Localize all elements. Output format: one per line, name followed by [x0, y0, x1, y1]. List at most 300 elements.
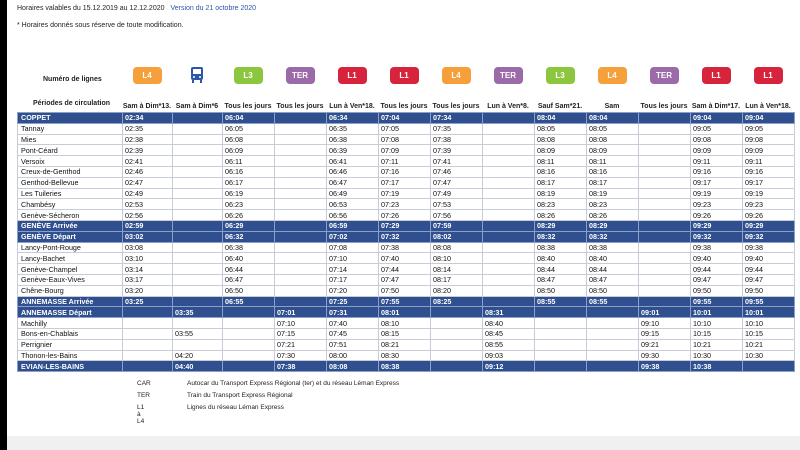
time-cell: [223, 328, 275, 339]
time-cell: 03:20: [123, 285, 173, 296]
time-cell: 09:09: [743, 145, 795, 156]
time-cell: 07:10: [327, 253, 379, 264]
table-row: [18, 242, 795, 253]
time-cell: 03:08: [123, 242, 173, 253]
time-cell: [483, 123, 535, 134]
time-cell: 09:47: [743, 274, 795, 285]
station-name: Creux-de-Genthod: [18, 166, 123, 177]
time-cell: [639, 199, 691, 210]
time-cell: 08:45: [483, 328, 535, 339]
time-cell: 06:04: [223, 113, 275, 124]
station-name: EVIAN-LES-BAINS: [18, 361, 123, 372]
time-cell: 07:20: [327, 285, 379, 296]
time-cell: 07:56: [431, 210, 483, 221]
time-cell: [639, 123, 691, 134]
time-cell: 08:40: [535, 253, 587, 264]
period-cell: Sam à Dim*13.: [122, 103, 172, 110]
time-cell: [173, 231, 223, 242]
table-row: [18, 361, 795, 372]
table-row: [18, 188, 795, 199]
line-badge-l1: L1: [338, 67, 367, 84]
time-cell: 08:11: [535, 156, 587, 167]
time-cell: [173, 188, 223, 199]
time-cell: 07:38: [379, 242, 431, 253]
time-cell: 09:05: [691, 123, 743, 134]
station-name: Les Tuileries: [18, 188, 123, 199]
time-cell: 08:19: [535, 188, 587, 199]
time-cell: [431, 318, 483, 329]
time-cell: 09:16: [691, 166, 743, 177]
station-name: Genève-Eaux-Vives: [18, 274, 123, 285]
periods-label: Périodes de circulation: [33, 100, 111, 107]
table-row: [18, 220, 795, 231]
time-cell: [483, 156, 535, 167]
time-cell: 09:38: [691, 242, 743, 253]
time-cell: 08:20: [431, 285, 483, 296]
time-cell: 09:32: [691, 231, 743, 242]
time-cell: 10:10: [743, 318, 795, 329]
time-cell: [275, 156, 327, 167]
station-name: GENÈVE Départ: [18, 231, 123, 242]
time-cell: [535, 307, 587, 318]
time-cell: 03:17: [123, 274, 173, 285]
time-cell: 06:38: [327, 134, 379, 145]
time-cell: 07:32: [379, 231, 431, 242]
time-cell: [275, 296, 327, 307]
time-cell: 08:44: [535, 264, 587, 275]
time-cell: [483, 188, 535, 199]
line-badge-l4: L4: [442, 67, 471, 84]
time-cell: 08:08: [431, 242, 483, 253]
period-cell: Sauf Sam*21.: [537, 103, 583, 110]
time-cell: 07:29: [379, 220, 431, 231]
time-cell: 09:23: [691, 199, 743, 210]
time-cell: 08:08: [535, 134, 587, 145]
time-cell: 03:02: [123, 231, 173, 242]
time-cell: 09:40: [691, 253, 743, 264]
time-cell: [223, 307, 275, 318]
time-cell: 06:35: [327, 123, 379, 134]
station-name: Lancy-Bachet: [18, 253, 123, 264]
station-name: COPPET: [18, 113, 123, 124]
time-cell: [275, 253, 327, 264]
time-cell: [173, 134, 223, 145]
station-name: Thonon-les-Bains: [18, 350, 123, 361]
time-cell: [173, 339, 223, 350]
time-cell: 08:14: [431, 264, 483, 275]
time-cell: 07:59: [431, 220, 483, 231]
time-cell: [639, 253, 691, 264]
time-cell: 08:26: [535, 210, 587, 221]
time-cell: 06:49: [327, 188, 379, 199]
time-cell: [275, 199, 327, 210]
time-cell: [639, 242, 691, 253]
time-cell: 09:08: [743, 134, 795, 145]
time-cell: [483, 296, 535, 307]
time-cell: 03:10: [123, 253, 173, 264]
line-badge-l1: L1: [702, 67, 731, 84]
time-cell: 08:55: [483, 339, 535, 350]
time-cell: [431, 339, 483, 350]
time-cell: [123, 361, 173, 372]
time-cell: [431, 328, 483, 339]
time-cell: 03:14: [123, 264, 173, 275]
time-cell: 09:38: [743, 242, 795, 253]
table-row: [18, 210, 795, 221]
time-cell: 09:16: [743, 166, 795, 177]
time-cell: 07:49: [431, 188, 483, 199]
time-cell: 07:51: [327, 339, 379, 350]
time-cell: [275, 242, 327, 253]
time-cell: 09:55: [691, 296, 743, 307]
time-cell: [535, 328, 587, 339]
time-cell: 02:53: [123, 199, 173, 210]
time-cell: 09:44: [691, 264, 743, 275]
time-cell: 09:05: [743, 123, 795, 134]
time-cell: [275, 231, 327, 242]
time-cell: 10:15: [691, 328, 743, 339]
time-cell: [275, 210, 327, 221]
time-cell: [173, 123, 223, 134]
time-cell: [639, 156, 691, 167]
station-name: Genève-Champel: [18, 264, 123, 275]
table-row: [18, 328, 795, 339]
time-cell: 08:25: [431, 296, 483, 307]
time-cell: [639, 210, 691, 221]
time-cell: [431, 307, 483, 318]
period-cell: Lun à Ven*18.: [329, 103, 375, 110]
time-cell: [173, 166, 223, 177]
time-cell: 06:29: [223, 220, 275, 231]
time-cell: [587, 339, 639, 350]
time-cell: 08:04: [587, 113, 639, 124]
table-row: [18, 199, 795, 210]
time-cell: [275, 145, 327, 156]
time-cell: [639, 177, 691, 188]
station-name: Pont-Céard: [18, 145, 123, 156]
time-cell: 07:08: [327, 242, 379, 253]
time-cell: [639, 134, 691, 145]
time-cell: 09:21: [639, 339, 691, 350]
time-cell: [173, 285, 223, 296]
time-cell: 08:26: [587, 210, 639, 221]
line-badge-l1: L1: [390, 67, 419, 84]
time-cell: [275, 220, 327, 231]
station-name: Chambésy: [18, 199, 123, 210]
line-badge-l4: L4: [598, 67, 627, 84]
time-cell: [123, 328, 173, 339]
station-name: GENÈVE Arrivée: [18, 220, 123, 231]
timetable: [17, 112, 795, 372]
time-cell: [483, 220, 535, 231]
time-cell: 07:46: [431, 166, 483, 177]
legend-key: TER: [137, 392, 150, 399]
period-cell: Tous les jours: [432, 103, 480, 110]
time-cell: 08:55: [535, 296, 587, 307]
table-row: [18, 285, 795, 296]
time-cell: 07:25: [327, 296, 379, 307]
time-cell: 07:05: [379, 123, 431, 134]
time-cell: [483, 113, 535, 124]
time-cell: [275, 123, 327, 134]
time-cell: 03:55: [173, 328, 223, 339]
period-cell: Sam à Dim*17.: [691, 103, 741, 110]
time-cell: 06:47: [223, 274, 275, 285]
legend-text: Train du Transport Express Régional: [187, 392, 293, 399]
line-badge-ter: TER: [494, 67, 523, 84]
time-cell: [483, 253, 535, 264]
table-row: [18, 253, 795, 264]
time-cell: 06:39: [327, 145, 379, 156]
station-name: Mies: [18, 134, 123, 145]
station-name: Bons-en-Chablais: [18, 328, 123, 339]
line-badge-l3: L3: [234, 67, 263, 84]
time-cell: [639, 231, 691, 242]
time-cell: 02:47: [123, 177, 173, 188]
time-cell: 08:38: [535, 242, 587, 253]
time-cell: 10:38: [691, 361, 743, 372]
time-cell: 08:40: [587, 253, 639, 264]
time-cell: 10:15: [743, 328, 795, 339]
time-cell: 07:40: [327, 318, 379, 329]
time-cell: 10:30: [743, 350, 795, 361]
disclaimer: * Horaires donnés sous réserve de toute modification.: [17, 22, 184, 29]
time-cell: 09:23: [743, 199, 795, 210]
time-cell: 07:44: [379, 264, 431, 275]
station-name: Perrignier: [18, 339, 123, 350]
time-cell: 06:44: [223, 264, 275, 275]
time-cell: [275, 177, 327, 188]
table-row: [18, 318, 795, 329]
time-cell: [483, 231, 535, 242]
time-cell: 08:00: [327, 350, 379, 361]
time-cell: 09:17: [743, 177, 795, 188]
time-cell: 09:26: [743, 210, 795, 221]
time-cell: 10:30: [691, 350, 743, 361]
time-cell: 06:53: [327, 199, 379, 210]
time-cell: 02:39: [123, 145, 173, 156]
time-cell: 02:59: [123, 220, 173, 231]
time-cell: 09:10: [639, 318, 691, 329]
time-cell: 07:15: [275, 328, 327, 339]
time-cell: 03:35: [173, 307, 223, 318]
time-cell: 02:46: [123, 166, 173, 177]
station-name: Genève-Sécheron: [18, 210, 123, 221]
time-cell: [639, 264, 691, 275]
time-cell: 02:34: [123, 113, 173, 124]
time-cell: [275, 264, 327, 275]
time-cell: 06:05: [223, 123, 275, 134]
time-cell: 08:11: [587, 156, 639, 167]
time-cell: [535, 339, 587, 350]
time-cell: 02:56: [123, 210, 173, 221]
period-cell: Tous les jours: [640, 103, 688, 110]
time-cell: 09:15: [639, 328, 691, 339]
time-cell: 06:26: [223, 210, 275, 221]
table-row: [18, 350, 795, 361]
time-cell: 09:44: [743, 264, 795, 275]
time-cell: 08:32: [535, 231, 587, 242]
time-cell: 07:10: [275, 318, 327, 329]
time-cell: 09:11: [743, 156, 795, 167]
time-cell: 06:38: [223, 242, 275, 253]
time-cell: 08:10: [379, 318, 431, 329]
time-cell: [173, 199, 223, 210]
time-cell: [587, 328, 639, 339]
period-header-row: [7, 90, 800, 112]
station-name: ANNEMASSE Arrivée: [18, 296, 123, 307]
time-cell: 08:47: [535, 274, 587, 285]
time-cell: 07:21: [275, 339, 327, 350]
time-cell: 07:41: [431, 156, 483, 167]
time-cell: [173, 113, 223, 124]
time-cell: 08:05: [587, 123, 639, 134]
time-cell: 02:41: [123, 156, 173, 167]
time-cell: 08:08: [327, 361, 379, 372]
time-cell: 07:23: [379, 199, 431, 210]
time-cell: [587, 307, 639, 318]
time-cell: 07:16: [379, 166, 431, 177]
time-cell: [173, 156, 223, 167]
time-cell: 06:17: [223, 177, 275, 188]
period-cell: Lun à Ven*18.: [745, 103, 791, 110]
time-cell: 06:59: [327, 220, 379, 231]
time-cell: 09:09: [691, 145, 743, 156]
time-cell: [173, 274, 223, 285]
time-cell: 10:10: [691, 318, 743, 329]
time-cell: 10:21: [743, 339, 795, 350]
time-cell: [483, 199, 535, 210]
time-cell: 08:02: [431, 231, 483, 242]
line-numbers-label: Numéro de lignes: [43, 76, 102, 83]
time-cell: 07:30: [275, 350, 327, 361]
time-cell: 08:23: [535, 199, 587, 210]
time-cell: 07:04: [379, 113, 431, 124]
time-cell: 07:11: [379, 156, 431, 167]
table-row: [18, 134, 795, 145]
time-cell: [275, 113, 327, 124]
time-cell: 07:47: [431, 177, 483, 188]
time-cell: 06:50: [223, 285, 275, 296]
time-cell: 07:38: [275, 361, 327, 372]
time-cell: 08:32: [587, 231, 639, 242]
time-cell: 07:53: [431, 199, 483, 210]
validity-header: [17, 5, 256, 12]
time-cell: 09:32: [743, 231, 795, 242]
time-cell: 08:44: [587, 264, 639, 275]
table-row: [18, 113, 795, 124]
time-cell: [123, 318, 173, 329]
time-cell: 08:09: [535, 145, 587, 156]
time-cell: 09:19: [743, 188, 795, 199]
time-cell: 08:29: [535, 220, 587, 231]
time-cell: 07:09: [379, 145, 431, 156]
time-cell: 08:50: [587, 285, 639, 296]
time-cell: [535, 361, 587, 372]
table-row: [18, 156, 795, 167]
time-cell: 08:10: [431, 253, 483, 264]
time-cell: 09:08: [691, 134, 743, 145]
table-row: [18, 123, 795, 134]
time-cell: 08:17: [535, 177, 587, 188]
period-cell: Tous les jours: [224, 103, 272, 110]
time-cell: 09:30: [639, 350, 691, 361]
time-cell: 09:19: [691, 188, 743, 199]
period-cell: Lun à Ven*8.: [487, 103, 529, 110]
time-cell: 08:17: [431, 274, 483, 285]
table-row: [18, 231, 795, 242]
time-cell: 10:01: [743, 307, 795, 318]
time-cell: 09:47: [691, 274, 743, 285]
time-cell: [173, 242, 223, 253]
line-badge-l3: L3: [546, 67, 575, 84]
time-cell: [639, 145, 691, 156]
station-name: ANNEMASSE Départ: [18, 307, 123, 318]
station-name: Machilly: [18, 318, 123, 329]
time-cell: [483, 285, 535, 296]
time-cell: 08:09: [587, 145, 639, 156]
time-cell: 06:41: [327, 156, 379, 167]
time-cell: 07:01: [275, 307, 327, 318]
table-row: [18, 264, 795, 275]
line-badge-l1: L1: [754, 67, 783, 84]
validity-text: Horaires valables du 15.12.2019 au 12.12.2020: [17, 5, 165, 12]
time-cell: 09:40: [743, 253, 795, 264]
time-cell: [483, 274, 535, 285]
table-row: [18, 296, 795, 307]
table-row: [18, 339, 795, 350]
line-badge-l4: L4: [133, 67, 162, 84]
period-cell: Sam: [604, 103, 620, 110]
station-name: Lancy-Pont-Rouge: [18, 242, 123, 253]
time-cell: 07:39: [431, 145, 483, 156]
footer-strip: [7, 436, 800, 450]
time-cell: 07:40: [379, 253, 431, 264]
time-cell: [431, 350, 483, 361]
time-cell: [639, 113, 691, 124]
table-row: [18, 274, 795, 285]
time-cell: 08:05: [535, 123, 587, 134]
time-cell: 08:50: [535, 285, 587, 296]
station-name: Genthod-Bellevue: [18, 177, 123, 188]
time-cell: 08:40: [483, 318, 535, 329]
time-cell: 08:16: [535, 166, 587, 177]
time-cell: [639, 285, 691, 296]
line-badge-ter: TER: [650, 67, 679, 84]
table-row: [18, 177, 795, 188]
time-cell: [123, 350, 173, 361]
time-cell: 09:11: [691, 156, 743, 167]
time-cell: 07:14: [327, 264, 379, 275]
time-cell: 06:40: [223, 253, 275, 264]
time-cell: 09:29: [743, 220, 795, 231]
time-cell: [587, 318, 639, 329]
time-cell: [535, 318, 587, 329]
time-cell: [743, 361, 795, 372]
time-cell: 08:01: [379, 307, 431, 318]
time-cell: [483, 177, 535, 188]
time-cell: 08:08: [587, 134, 639, 145]
time-cell: 06:16: [223, 166, 275, 177]
time-cell: [173, 210, 223, 221]
time-cell: 09:38: [639, 361, 691, 372]
time-cell: [123, 307, 173, 318]
legend-text: Autocar du Transport Express Régional (ter) et du réseau Léman Express: [187, 380, 400, 387]
time-cell: [483, 145, 535, 156]
time-cell: [173, 177, 223, 188]
time-cell: 09:50: [743, 285, 795, 296]
legend-key: L1 à L4: [137, 404, 145, 425]
